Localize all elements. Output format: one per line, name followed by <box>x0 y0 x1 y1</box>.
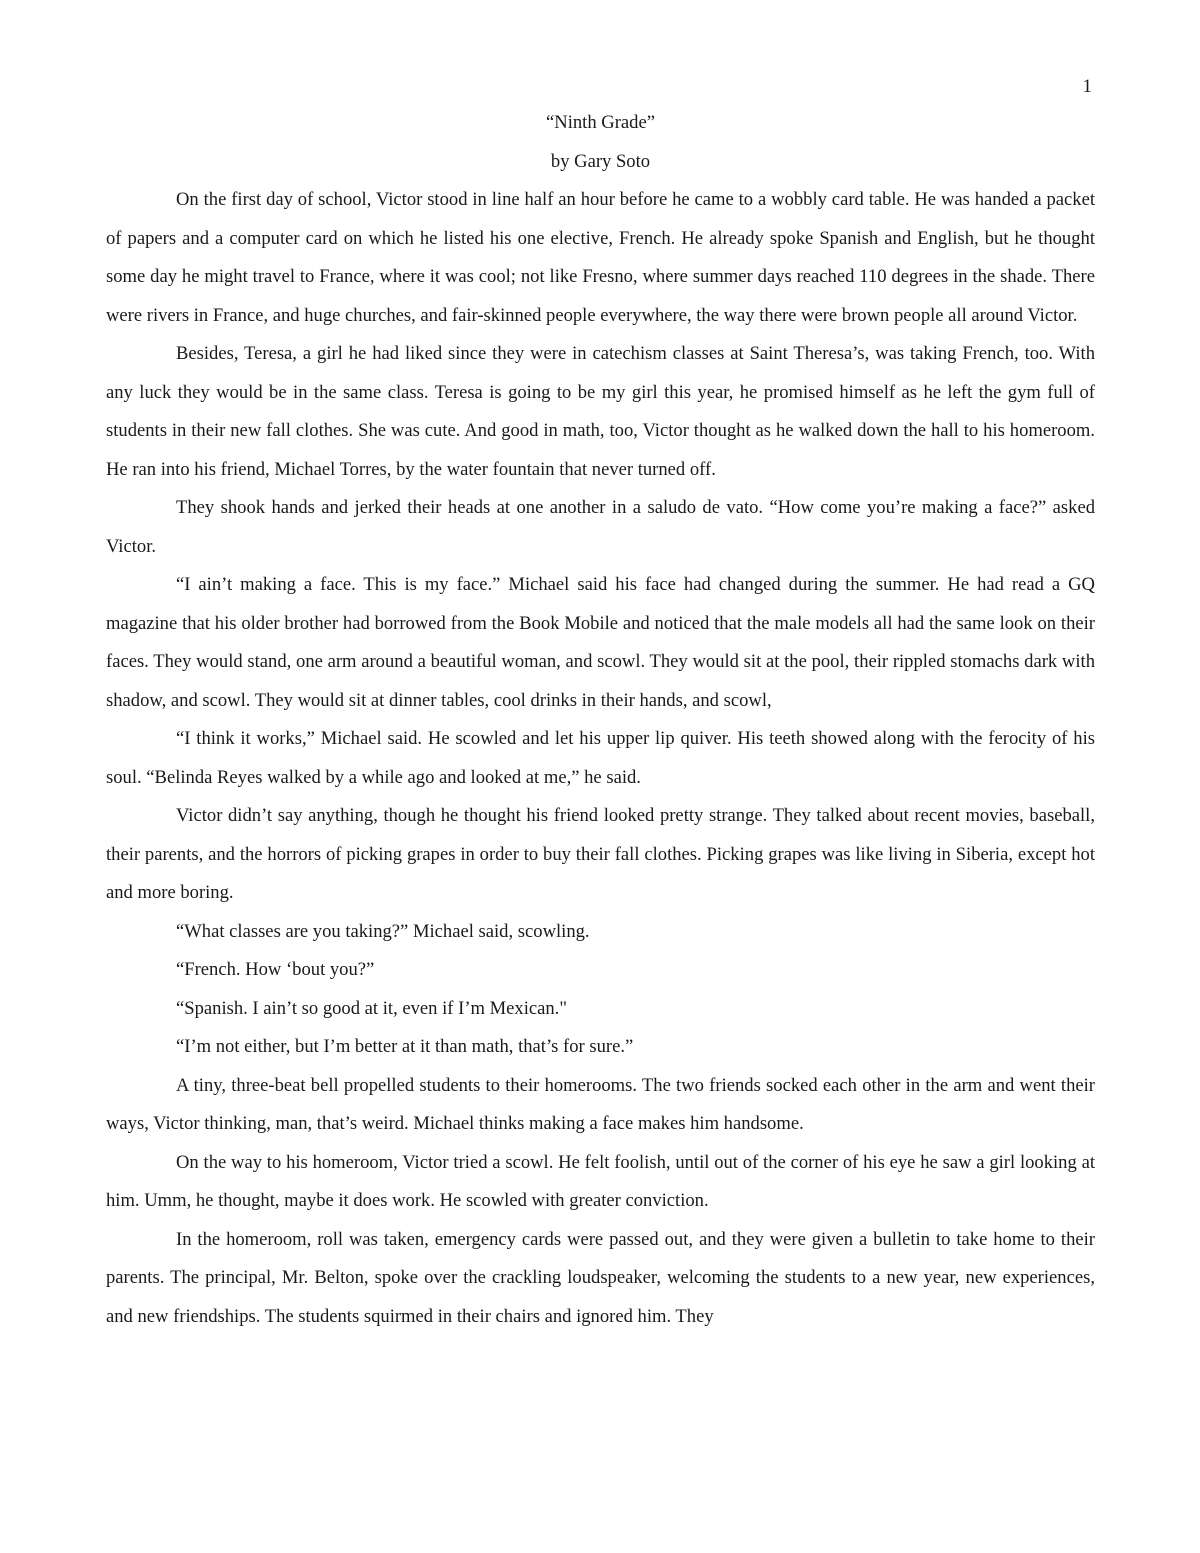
paragraph: In the homeroom, roll was taken, emergency cards were passed out, and they were given a bulletin to take home to their parents. The principal, Mr. Belton, spoke over the crackling loudspeaker, welcoming the students to a new year, new experiences, and new friendships. The students squirmed in their chairs and ignored him. They <box>106 1228 1095 1327</box>
document-body <box>106 104 1095 1336</box>
paragraph: “Spanish. I ain’t so good at it, even if I’m Mexican." <box>176 997 567 1019</box>
paragraph: “French. How ‘bout you?” <box>176 959 375 980</box>
paragraph: “What classes are you taking?” Michael said, scowling. <box>176 920 590 942</box>
paragraph: A tiny, three-beat bell propelled students to their homerooms. The two friends socked each other in the arm and went their ways, Victor thinking, man, that’s weird. Michael thinks making a face makes him handsome. <box>106 1074 1095 1134</box>
paragraph: On the way to his homeroom, Victor tried a scowl. He felt foolish, until out of the corner of his eye he saw a girl looking at him. Umm, he thought, maybe it does work. He scowled with greater conviction. <box>106 1151 1095 1211</box>
paragraph: “I’m not either, but I’m better at it than math, that’s for sure.” <box>176 1036 634 1057</box>
story-byline: by Gary Soto <box>550 150 651 172</box>
paragraph: They shook hands and jerked their heads at one another in a saludo de vato. “How come you’re making a face?” asked Victor. <box>106 497 1095 557</box>
paragraph: On the first day of school, Victor stood in line half an hour before he came to a wobbly card table. He was handed a packet of papers and a computer card on which he listed his one elective, French. He already spoke Spanish and English, but he thought some day he might travel to France, where it was cool; not like Fresno, where summer days reached 110 degrees in the shade. There were rivers in France, and huge churches, and fair-skinned people everywhere, the way there were brown people all around Victor. <box>106 189 1095 326</box>
story-title: “Ninth Grade” <box>546 112 655 133</box>
paragraph: Besides, Teresa, a girl he had liked since they were in catechism classes at Saint Theresa’s, was taking French, too. With any luck they would be in the same class. Teresa is going to be my girl this year, he promised himself as he left the gym full of students in their new fall clothes. She was cute. And good in math, too, Victor thought as he walked down the hall to his homeroom. He ran into his friend, Michael Torres, by the water fountain that never turned off. <box>106 343 1095 480</box>
page-number: 1 <box>1082 76 1092 97</box>
paragraph: Victor didn’t say anything, though he thought his friend looked pretty strange. They talked about recent movies, baseball, their parents, and the horrors of picking grapes in order to buy their fall clothes. Picking grapes was like living in Siberia, except hot and more boring. <box>106 805 1095 903</box>
paragraph: “I think it works,” Michael said. He scowled and let his upper lip quiver. His teeth showed along with the ferocity of his soul. “Belinda Reyes walked by a while ago and looked at me,” he said. <box>106 728 1095 788</box>
paragraph: “I ain’t making a face. This is my face.” Michael said his face had changed during the summer. He had read a GQ magazine that his older brother had borrowed from the Book Mobile and noticed that the male models all had the same look on their faces. They would stand, one arm around a beautiful woman, and scowl. They would sit at the pool, their rippled stomachs dark with shadow, and scowl. They would sit at dinner tables, cool drinks in their hands, and scowl, <box>106 574 1095 711</box>
